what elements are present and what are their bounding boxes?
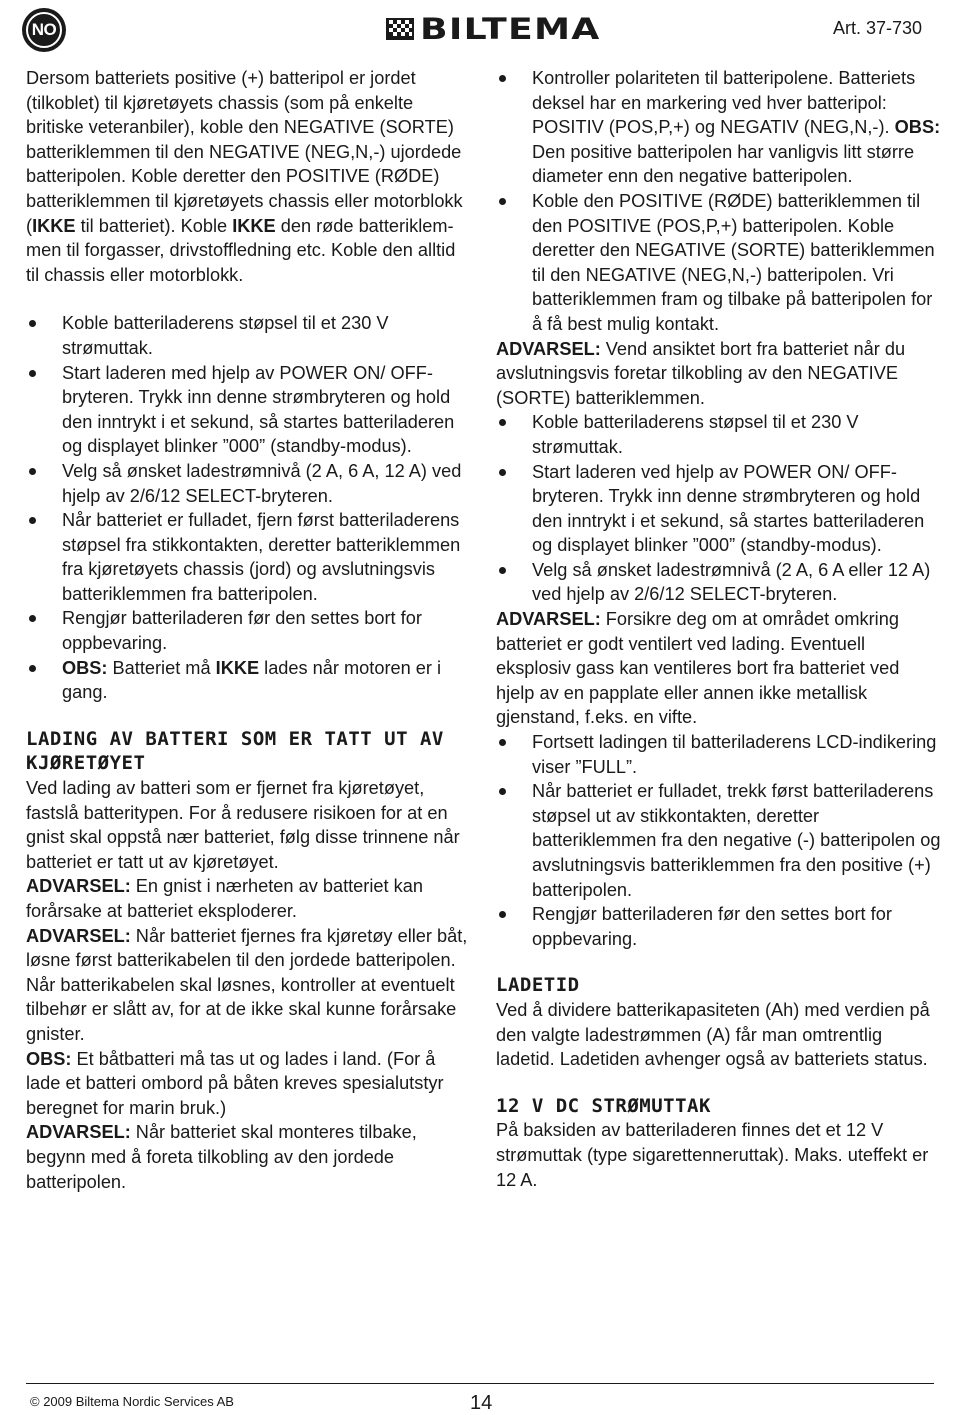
finishing-steps-list <box>496 730 941 951</box>
body-paragraph: ADVARSEL: En gnist i nærheten av batteriet kan forårsake at batteriet eksploderer. <box>26 876 423 921</box>
bold-label: OBS: <box>62 657 108 678</box>
ladetid-text: Ved å dividere batterikapasiteten (Ah) med verdien på den valgte ladestrømmen (A) får man omtrentlig ladetid. Ladetiden avhenger også av batteriets status. <box>496 999 930 1070</box>
footer-copyright: © 2009 Biltema Nordic Services AB <box>30 1394 234 1409</box>
language-code: NO <box>31 20 57 39</box>
footer-divider <box>26 1383 934 1384</box>
polarity-list <box>496 66 941 337</box>
bold-label: ADVARSEL: <box>496 338 601 359</box>
bold-label: ADVARSEL: <box>26 876 131 897</box>
bold-label: IKKE <box>232 215 276 236</box>
list-item: Start laderen med hjelp av POWER ON/ OFF-bryteren. Trykk inn denne strømbryteren og hold den inntrykt i et sekund, så startes batteriladeren og displayet blinker ”000” (standby-modus). <box>26 361 471 459</box>
list-item: Koble batteriladerens støpsel til et 230 V strømuttak. <box>496 410 941 459</box>
charging-steps-list <box>496 410 941 607</box>
section-heading-dc-outlet: 12 V DC STRØMUTTAK <box>496 1094 711 1117</box>
instruction-list <box>26 311 471 705</box>
bold-label: IKKE <box>32 215 76 236</box>
page-header <box>0 0 960 62</box>
body-paragraph: OBS: Et båtbatteri må tas ut og lades i land. (For å lade et batteri ombord på båten kreves spesialutstyr beregnet for marin bruk.) <box>26 1048 444 1118</box>
list-item: Koble den POSITIVE (RØDE) batteriklemmen til den POSITIVE (POS,P,+) batteripolen. Koble deretter den NEGATIVE (SORTE) batteriklemmen til den NEGATIVE (NEG,N,-) batteripolen. Vri batteriklemmen fram og tilbake på batteripolen for å få best mulig kontakt. <box>496 189 941 337</box>
ventilation-warning: ADVARSEL: Forsikre deg om at området omkring batteriet er godt ventilert ved lading. Eventuell eksplosiv gass kan ventileres bort fra batteriet ved hjelp av en papplate eller annen ikke metallisk gjenstand, f.eks. en vifte. <box>496 609 900 728</box>
checkered-flag-icon <box>386 18 414 40</box>
warning-paragraph: ADVARSEL: Vend ansiktet bort fra batteriet når du avslutningsvis foretar tilkobling av den NEGATIVE (SORTE) batteriklemmen. <box>496 338 906 408</box>
body-paragraph: ADVARSEL: Når batteriet skal monteres tilbake, begynn med å foreta tilkobling av den jordede batteripolen. <box>26 1122 417 1192</box>
page-number: 14 <box>470 1392 493 1414</box>
section-heading-ladetid: LADETID <box>496 974 580 997</box>
left-column <box>26 66 471 1194</box>
list-item: Rengjør batteriladeren før den settes bort for oppbevaring. <box>26 606 471 655</box>
list-item: Når batteriet er fulladet, trekk først batteriladerens støpsel ut av stikkontakten, deretter batteriklemmen fra den negative (-) batteripolen og avslutningsvis batteriklemmen fra den positive (+) batteripolen. <box>496 779 941 902</box>
bold-label: IKKE <box>215 657 260 678</box>
section-heading-removed-battery: LADING AV BATTERI SOM ER TATT UT AV KJØRETØYET <box>26 727 444 775</box>
list-item: Når batteriet er fulladet, fjern først batteriladerens støpsel fra stikkontakten, deretter batteriklemmen fra kjøretøyets chassis (jord) og avslutningsvis batteriklemmen fra batteripolen. <box>26 508 471 606</box>
bold-label: OBS: <box>26 1048 72 1069</box>
intro-paragraph: Dersom batteriets positive (+) batteripol er jordet (tilkoblet) til kjøretøyets chassis (som på enkelte britiske veteranbiler), koble den NEGATIVE (SORTE) batteriklemmen til den NEGATIVE (NEG,N,-) ujordede batteripolen. Koble deretter den POSITIVE (RØDE) batteriklemmen til kjøretøyets chassis eller motorblokk (IKKE til batteriet). Koble IKKE den røde batteriklemmen til forgasser, drivstoffledning etc. Koble den alltid til chassis eller motorblokk. <box>26 68 463 285</box>
bold-label: ADVARSEL: <box>26 925 131 946</box>
list-item: Velg så ønsket ladestrømnivå (2 A, 6 A, 12 A) ved hjelp av 2/6/12 SELECT-bryteren. <box>26 459 471 508</box>
list-item: Fortsett ladingen til batteriladerens LCD-indikering viser ”FULL”. <box>496 730 941 779</box>
list-item: Rengjør batteriladeren før den settes bort for oppbevaring. <box>496 902 941 951</box>
bold-label: ADVARSEL: <box>496 609 601 630</box>
list-item: Kontroller polariteten til batteripolene. Batteriets deksel har en markering ved hver batteripol: POSITIV (POS,P,+) og NEGATIV (NEG,N,-). OBS: Den positive batteripolen har vanligvis litt større diameter enn den negative batteripolen. <box>496 66 941 189</box>
list-item: Velg så ønsket ladestrømnivå (2 A, 6 A eller 12 A) ved hjelp av 2/6/12 SELECT-bryteren. <box>496 558 941 607</box>
article-number: Art. 37-730 <box>832 18 922 38</box>
brand-name: BILTEMA <box>420 12 601 46</box>
brand-logo <box>386 12 601 46</box>
right-column <box>496 66 941 1192</box>
bold-label: OBS: <box>894 117 941 138</box>
list-item: OBS: Batteriet må IKKE lades når motoren er i gang. <box>26 656 471 705</box>
dc-outlet-text: På baksiden av batteriladeren finnes det et 12 V strømuttak (type sigarettenneruttak). Maks. uteffekt er 12 A. <box>496 1120 929 1190</box>
list-item: Start laderen ved hjelp av POWER ON/ OFF-bryteren. Trykk inn denne strømbryteren og hold den inntrykt i et sekund, så startes batteriladeren og displayet blinker ”000” (standby-modus). <box>496 460 941 558</box>
bold-label: ADVARSEL: <box>26 1122 131 1143</box>
section-body <box>26 776 471 1194</box>
body-paragraph: ADVARSEL: Når batteriet fjernes fra kjøretøy eller båt, løsne først batterikabelen til den jordede batteripolen. Når batterikabelen skal løsnes, kontroller at eventuelt tilbehør er slått av, for at de ikke skal kunne forårsake gnister. <box>26 925 468 1044</box>
language-badge <box>22 8 66 52</box>
list-item: Koble batteriladerens støpsel til et 230 V strømuttak. <box>26 311 471 360</box>
body-paragraph: Ved lading av batteri som er fjernet fra kjøretøyet, fastslå batteritypen. For å redusere risikoen for at en gnist skal oppstå nær batteriet, følg disse trinnene når batteriet er tatt ut av kjøretøyet. <box>26 778 460 872</box>
